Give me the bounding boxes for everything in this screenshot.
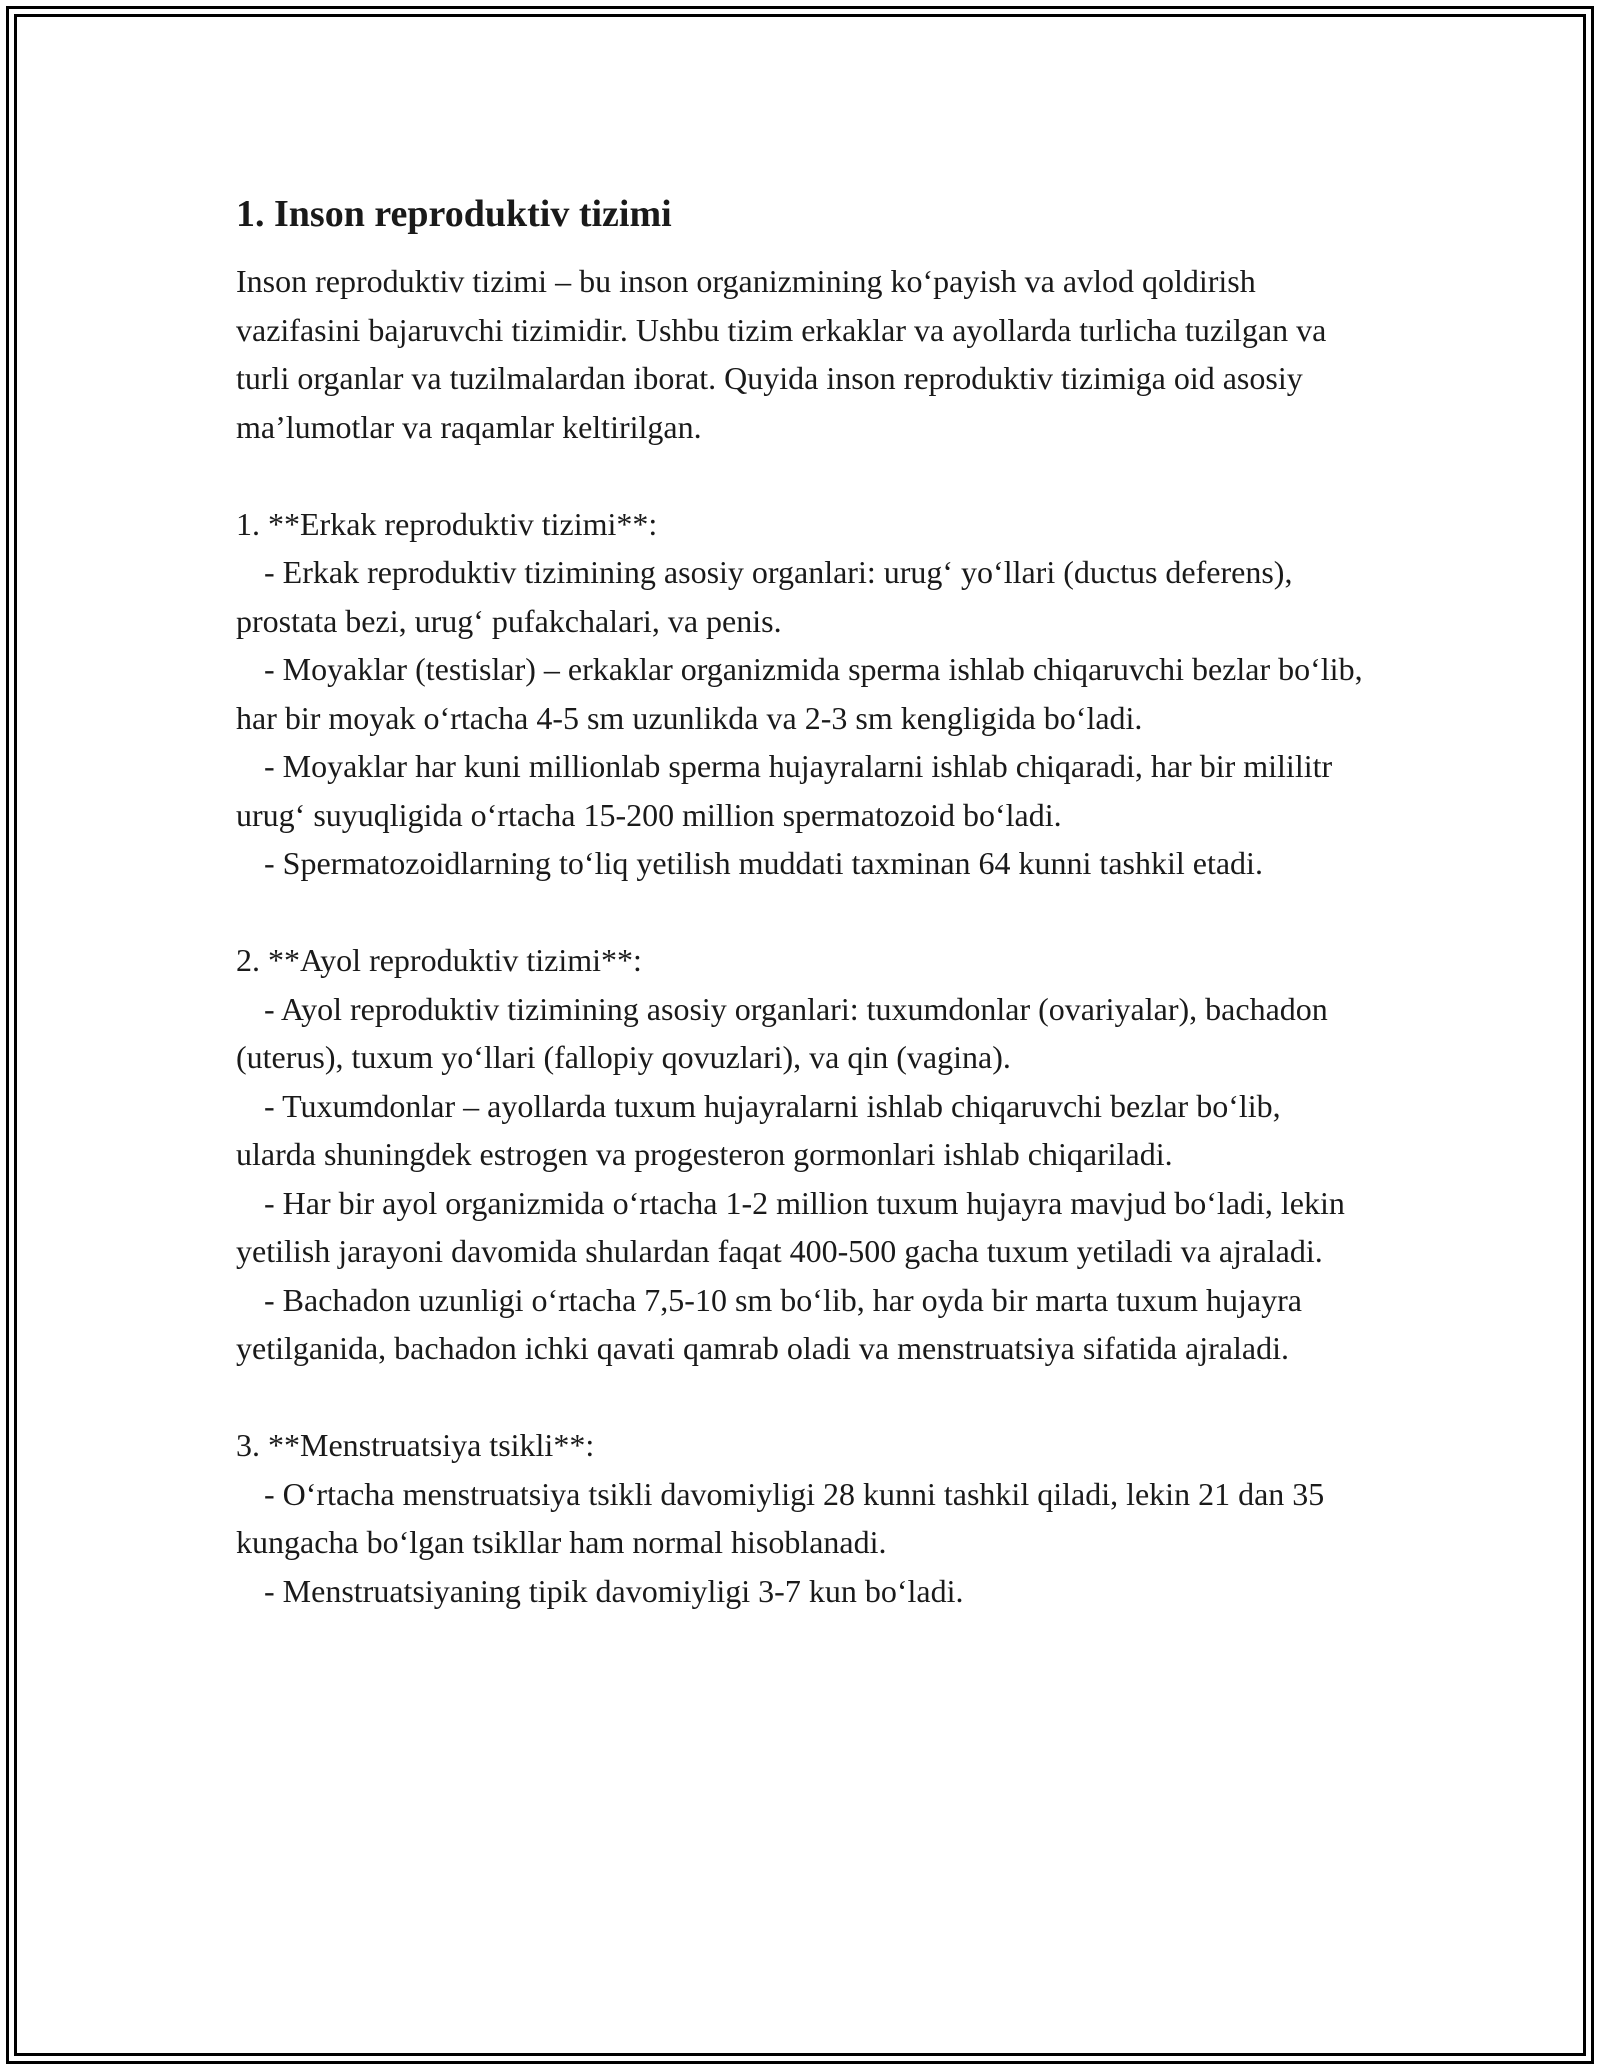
document-title: 1. Inson reproduktiv tizimi: [236, 193, 672, 235]
list-item: - Erkak reproduktiv tizimining asosiy organlari: urug‘ yo‘llari (ductus deferens), prostata bezi, urug‘ pufakchalari, va penis.: [236, 554, 1293, 639]
list-item: - Ayol reproduktiv tizimining asosiy organlari: tuxumdonlar (ovariyalar), bachadon (uterus), tuxum yo‘llari (fallopiy qovuzlari), va qin (vagina).: [236, 990, 1328, 1075]
intro-paragraph: Inson reproduktiv tizimi – bu inson organizmining ko‘payish va avlod qoldirish vazifasini bajaruvchi tizimidir. Ushbu tizim erkaklar va ayollarda turlicha tuzilgan va turli organlar va tuzilmalardan iborat. Quyida inson reproduktiv tizimiga oid asosiy ma’lumotlar va raqamlar keltirilgan.: [236, 263, 1327, 445]
section-heading: 2. **Ayol reproduktiv tizimi**:: [236, 942, 642, 978]
list-item: - O‘rtacha menstruatsiya tsikli davomiyligi 28 kunni tashkil qiladi, lekin 21 dan 35 kungacha bo‘lgan tsikllar ham normal hisoblanadi.: [236, 1475, 1325, 1560]
list-item: - Spermatozoidlarning to‘liq yetilish muddati taxminan 64 kunni tashkil etadi.: [264, 845, 1263, 881]
section-heading: 3. **Menstruatsiya tsikli**:: [236, 1427, 595, 1463]
list-item: - Tuxumdonlar – ayollarda tuxum hujayralarni ishlab chiqaruvchi bezlar bo‘lib, ularda shuningdek estrogen va progesteron gormonlari ishlab chiqariladi.: [236, 1087, 1281, 1172]
section-female-reproductive-system: [236, 936, 1366, 1373]
document-body: [236, 185, 1366, 1615]
section-male-reproductive-system: [236, 500, 1366, 888]
list-item: - Har bir ayol organizmida o‘rtacha 1-2 million tuxum hujayra mavjud bo‘ladi, lekin yetilish jarayoni davomida shulardan faqat 400-500 gacha tuxum yetiladi va ajraladi.: [236, 1184, 1345, 1269]
list-item: - Bachadon uzunligi o‘rtacha 7,5-10 sm bo‘lib, har oyda bir marta tuxum hujayra yetilganida, bachadon ichki qavati qamrab oladi va menstruatsiya sifatida ajraladi.: [236, 1281, 1302, 1366]
list-item: - Moyaklar (testislar) – erkaklar organizmida sperma ishlab chiqaruvchi bezlar bo‘lib, har bir moyak o‘rtacha 4-5 sm uzunlikda va 2-3 sm kengligida bo‘ladi.: [236, 651, 1363, 736]
section-heading: 1. **Erkak reproduktiv tizimi**:: [236, 505, 658, 542]
list-item: - Moyaklar har kuni millionlab sperma hujayralarni ishlab chiqaradi, har bir mililitr urug‘ suyuqligida o‘rtacha 15-200 million spermatozoid bo‘ladi.: [236, 748, 1333, 833]
list-item: - Menstruatsiyaning tipik davomiyligi 3-7 kun bo‘ladi.: [264, 1572, 964, 1609]
section-menstrual-cycle: [236, 1421, 1366, 1615]
